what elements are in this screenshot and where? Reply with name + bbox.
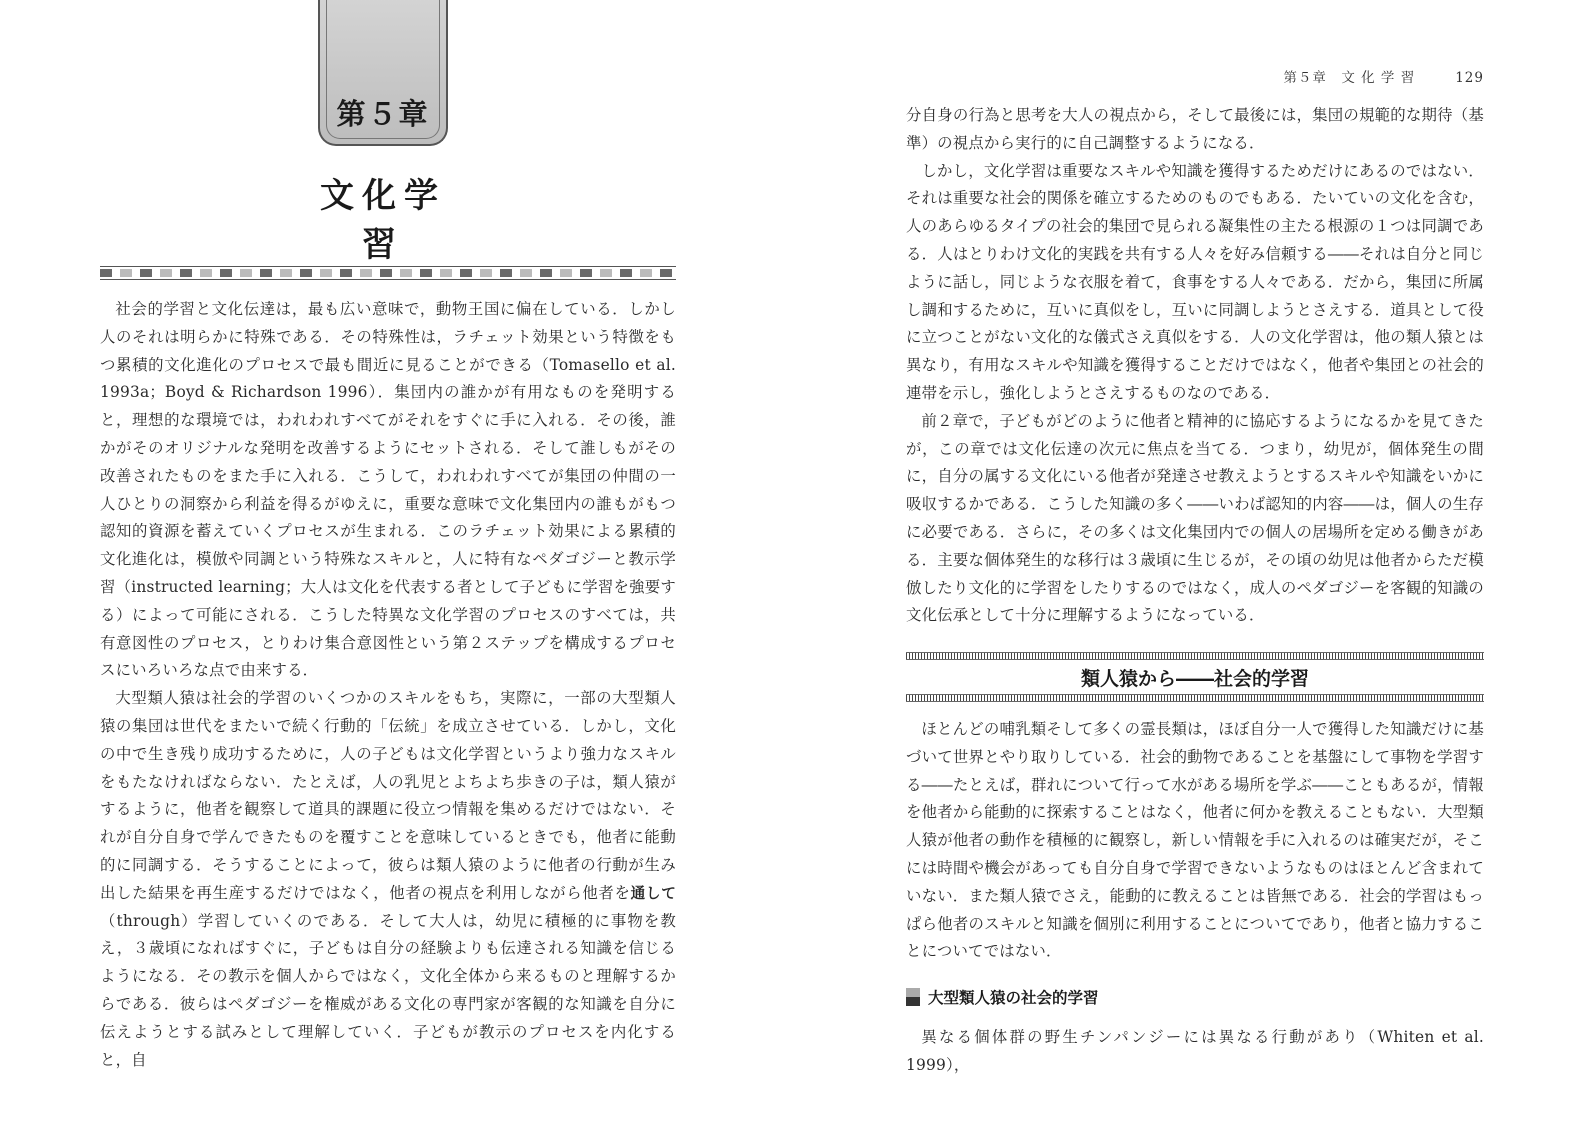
chapter-title: 文化学習 — [320, 176, 446, 265]
right-page — [795, 0, 1590, 1130]
section-body-text — [906, 716, 1484, 966]
subsection-heading — [906, 985, 1099, 1009]
paragraph: ほとんどの哺乳類そして多くの霊長類は，ほぼ自分一人で獲得した知識だけに基づいて世界とやり取りしている．社会的動物であることを基盤にして事物を学習する――たとえば，群れについて行って水がある場所を学ぶ――こともあるが，情報を他者から能動的に探索することはなく，他者に何かを教えることもない．大型類人猿が他者の動作を積極的に観察し，新しい情報を手に入れるのは確実だが，そこには時間や機会があっても自分自身で学習できないようなものはほとんど含まれていない．また類人猿でさえ，能動的に教えることは皆無である．社会的学習はもっぱら他者のスキルと知識を個別に利用することについてであり，他者と協力することについてではない． — [906, 720, 1484, 961]
paragraph: 分自身の行為と思考を大人の視点から，そして最後には，集団の規範的な期待（基準）の視点から実行的に自己調整するようになる． — [906, 106, 1484, 152]
right-body-text — [906, 102, 1484, 630]
chapter-label: 第５章 — [336, 97, 430, 131]
page-number: 129 — [1455, 70, 1484, 86]
decorative-divider — [100, 266, 676, 280]
subsection-title: 大型類人猿の社会的学習 — [928, 989, 1099, 1007]
paragraph: 社会的学習と文化伝達は，最も広い意味で，動物王国に偏在している．しかし人のそれは明らかに特殊である．その特殊性は，ラチェット効果という特徴をもつ累積的文化進化のプロセスで最も間近に見ることができる（Tomasello et al. 1993a；Boyd & Richardson 1996）．集団内の誰かが有用なものを発明すると，理想的な環境では，われわれすべてがそれをすぐに手に入れる．その後，誰かがそのオリジナルな発明を改善するようにセットされる．そして誰しもがその改善されたものをまた手に入れる．こうして，われわれすべてが集団の仲間の一人ひとりの洞察から利益を得るがゆえに，重要な意味で文化集団内の誰もがもつ認知的資源を蓄えていくプロセスが生まれる．このラチェット効果による累積的文化進化は，模倣や同調という特殊なスキルと，人に特有なペダゴジーと教示学習（instructed learning；大人は文化を代表する者として子どもに学習を強要する）によって可能にされる．こうした特異な文化学習のプロセスのすべては，共有意図性のプロセス，とりわけ集合意図性という第２ステップを構成するプロセスにいろいろな点で由来する． — [100, 300, 676, 680]
section-rule-top — [906, 652, 1484, 660]
section-rule-bottom — [906, 694, 1484, 702]
running-head-chapter: 第５章 文 化 学 習 — [1283, 70, 1416, 86]
paragraph: 前２章で，子どもがどのように他者と精神的に協応するようになるかを見てきたが，この章では文化伝達の次元に焦点を当てる．つまり，幼児が，個体発生の間に，自分の属する文化にいる他者が発達させ教えようとするスキルや知識をいかに吸収するかである．こうした知識の多く――いわば認知的内容――は，個人の生存に必要である．さらに，その多くは文化集団内での個人の居場所を定める働きがある．主要な個体発生的な移行は３歳頃に生じるが，その頃の幼児は他者からただ模倣したり文化的に学習をしたりするのではなく，成人のペダゴジーを客観的知識の文化伝承として十分に理解するようになっている． — [906, 411, 1484, 625]
paragraph: 異なる個体群の野生チンパンジーには異なる行動があり（Whiten et al. 1999）， — [906, 1028, 1484, 1074]
emphasis-text: 通して — [630, 884, 676, 902]
section-heading — [906, 652, 1484, 702]
running-head — [1283, 66, 1484, 86]
square-marker-icon — [906, 988, 920, 1006]
subsection-body-text — [906, 1024, 1484, 1080]
chapter-tab — [318, 0, 448, 146]
section-title: 類人猿から――社会的学習 — [1080, 668, 1309, 690]
paragraph: しかし，文化学習は重要なスキルや知識を獲得するためだけにあるのではない．それは重要な社会的関係を確立するためのものでもある．たいていの文化を含む，人のあらゆるタイプの社会的集団で見られる凝集性の主たる根源の１つは同調である．人はとりわけ文化的実践を共有する人々を好み信頼する――それは自分と同じように話し，同じような衣服を着て，食事をする人々である．だから，集団に所属し調和するために，互いに真似をし，互いに同調しようとさえする．道具として役に立つことがない文化的な儀式さえ真似をする．人の文化学習は，他の類人猿とは異なり，有用なスキルや知識を獲得することだけではなく，他者や集団との社会的連帯を示し，強化しようとさえするものなのである． — [906, 161, 1484, 402]
left-body-text — [100, 296, 676, 1074]
paragraph: 大型類人猿は社会的学習のいくつかのスキルをもち，実際に，一部の大型類人猿の集団は世代をまたいで続く行動的「伝統」を成立させている．しかし，文化の中で生き残り成功するために，人の子どもは文化学習というより強力なスキルをもたなければならない．たとえば，人の乳児とよちよち歩きの子は，類人猿がするように，他者を観察して道具的課題に役立つ情報を集めるだけではない．それが自分自身で学んできたものを覆すことを意味しているときでも，他者に能動的に同調する．そうすることによって，彼らは類人猿のように他者の行動が生み出した結果を再生産するだけではなく，他者の視点を利用しながら他者を通して（through）学習していくのである．そして大人は，幼児に積極的に事物を教え，３歳頃になればすぐに，子どもは自分の経験よりも伝達される知識を信じるようになる．その教示を個人からではなく，文化全体から来るものと理解するからである．彼らはペダゴジーを権威がある文化の専門家が客観的な知識を自分に伝えようとする試みとして理解していく．子どもが教示のプロセスを内化すると，自 — [100, 689, 676, 1069]
